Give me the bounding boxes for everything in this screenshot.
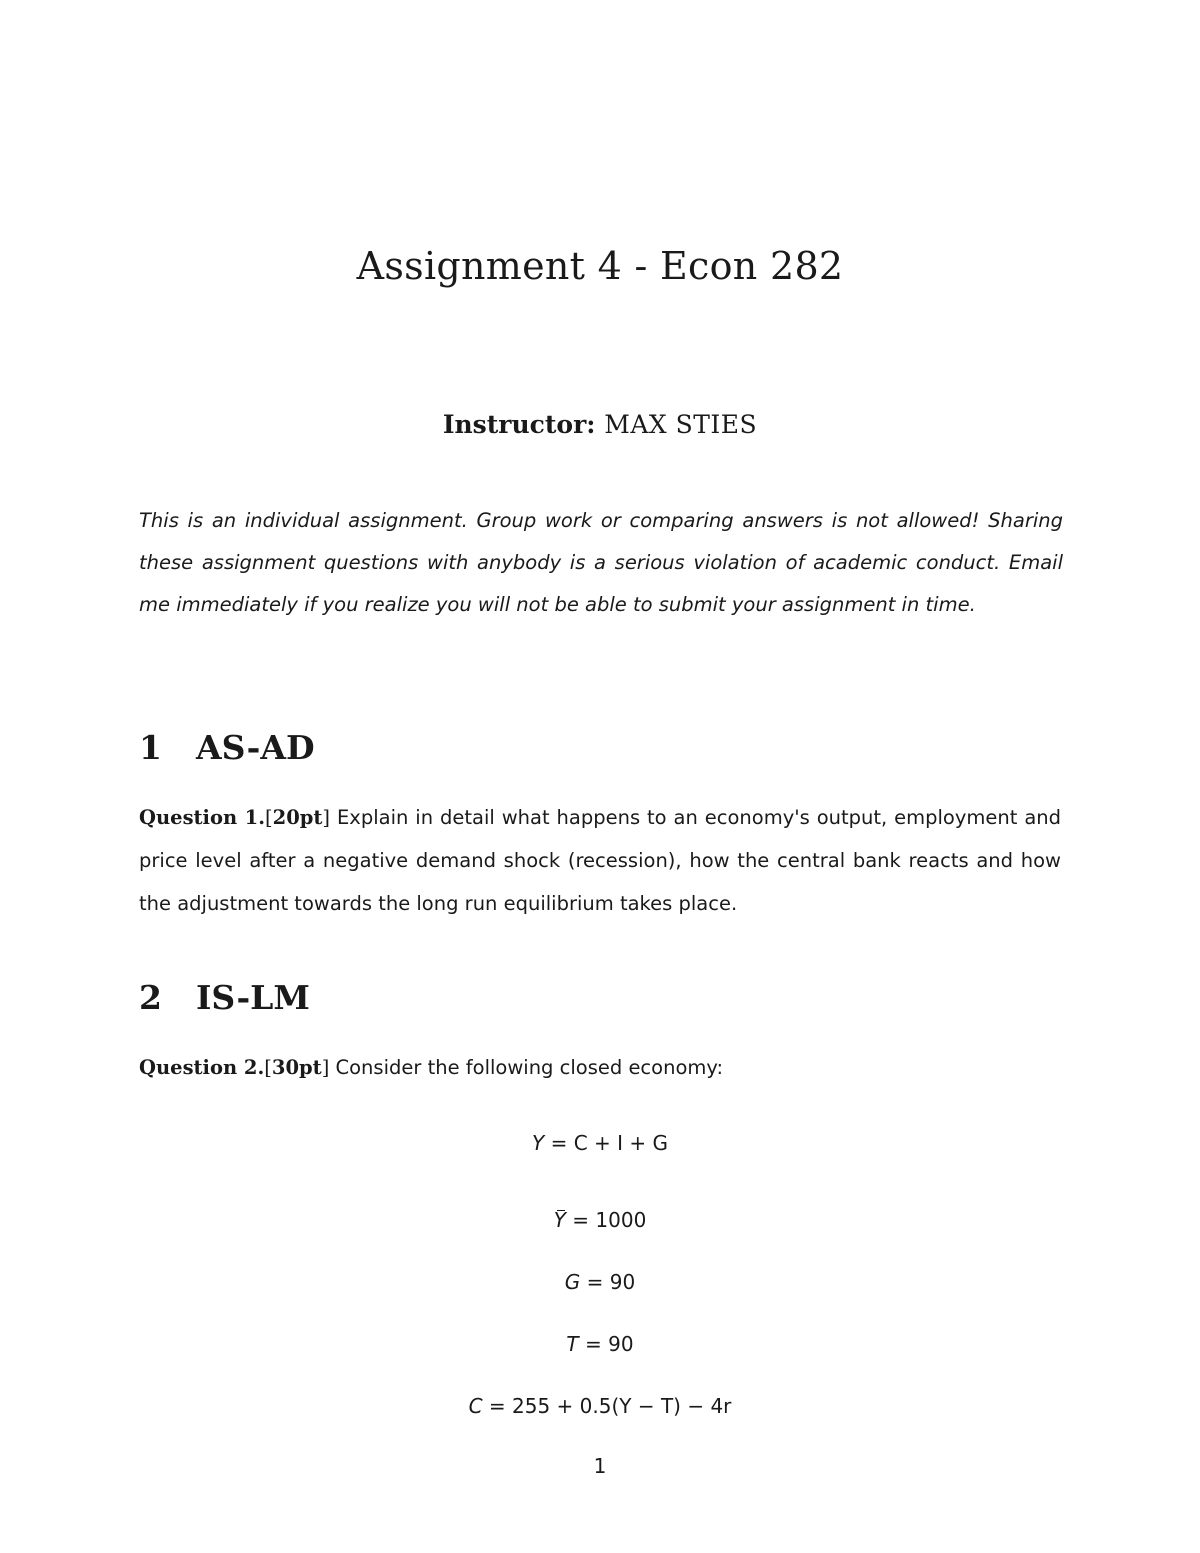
question-points: [30pt]	[264, 1056, 330, 1079]
page-number: 1	[593, 1454, 607, 1478]
equation-rhs: = C + I + G	[550, 1131, 668, 1155]
equation-lhs: Y	[532, 1131, 545, 1155]
equation-lhs: C	[468, 1394, 483, 1418]
instructor-name: MAX STIES	[604, 410, 758, 439]
instructor-line	[0, 410, 1200, 439]
section-title: IS-LM	[196, 978, 310, 1017]
equation-output-identity	[0, 1131, 1200, 1155]
equation-lhs: Y	[553, 1208, 566, 1232]
question-points: [20pt]	[265, 806, 331, 829]
section-title: AS-AD	[196, 728, 315, 767]
question-2	[139, 1046, 1061, 1089]
section-number: 2	[139, 978, 162, 1017]
equation-taxes	[0, 1332, 1200, 1356]
question-label: Question 2.	[139, 1056, 265, 1079]
equation-rhs: = 90	[586, 1270, 636, 1294]
equation-government-spending	[0, 1270, 1200, 1294]
question-label: Question 1.	[139, 806, 266, 829]
equation-rhs: = 1000	[572, 1208, 647, 1232]
academic-conduct-notice: This is an individual assignment. Group work or comparing answers is not allowed! Sharing these assignment questions with anybody is a serious violation of academic conduct. Email me immediately if you realize you will not be able to submit your assignment in time.	[139, 509, 1063, 616]
equation-rhs: = 90	[585, 1332, 634, 1356]
section-number: 1	[139, 728, 162, 767]
question-text: Explain in detail what happens to an economy's output, employment and price level after a negative demand shock (recession), how the central bank reacts and how the adjustment towards the long run equilibrium takes place.	[139, 806, 1062, 915]
equation-rhs: = 255 + 0.5(Y − T) − 4r	[488, 1394, 732, 1418]
equation-consumption	[0, 1394, 1200, 1418]
equation-lhs: G	[564, 1270, 581, 1294]
question-text: Consider the following closed economy:	[335, 1056, 724, 1079]
equation-lhs: T	[566, 1332, 579, 1356]
question-1	[139, 796, 1061, 925]
instructor-label: Instructor:	[442, 410, 596, 439]
document-title: Assignment 4 - Econ 282	[356, 244, 844, 288]
section-heading-is-lm	[139, 978, 310, 1017]
section-heading-as-ad	[139, 728, 315, 767]
equation-potential-output	[0, 1208, 1200, 1232]
